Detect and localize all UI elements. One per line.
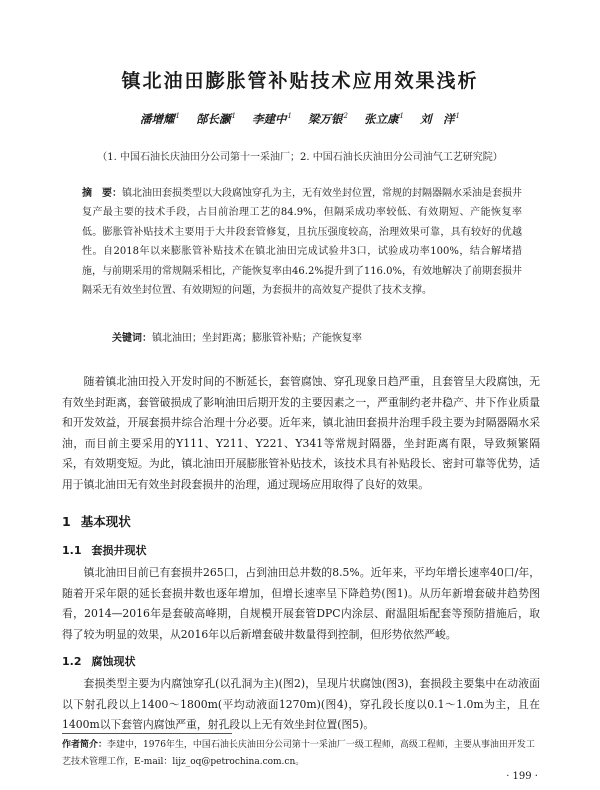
author-list (60, 111, 540, 127)
footnote-label: 作者简介： (62, 740, 108, 750)
section-1-2-paragraph: 套损类型主要为内腐蚀穿孔(以孔洞为主)(图2)，呈现片状腐蚀(图3)，套损段主要集中在动液面以下射孔段以上1400～1800m(平均动液面1270m)(图4)，穿孔段长度以0.1～1.0m为主，且在1400m以下套管内腐蚀严重，射孔段以上无有效坐封位置(图5)。 (62, 677, 540, 731)
page-number: · 199 · (506, 771, 538, 782)
author: 郜长灏$^1$ (196, 112, 236, 126)
author-footnote (62, 737, 540, 771)
footnote-text: 李建中，1976年生，中国石油长庆油田分公司第十一采油厂一级工程师，高级工程师，主要从事油田开发工艺技术管理工作，E-mail：lijz_oq@petrochina.com.cn。 (62, 740, 535, 767)
footnote-divider (62, 733, 232, 734)
section-1-1-paragraph: 镇北油田目前已有套损井265口，占到油田总井数的8.5%。近年来，平均年增长速率40口/年，随着开采年限的延长套损井数也逐年增加，但增长速率呈下降趋势(图1)。从历年新增套破井趋势图看，2014—2016年是套破高峰期，自规模开展套管DPC内涂层、耐温阻垢配套等预防措施后，取得了较为明显的效果，从2016年以后新增套破井数量得到控制，但形势依然严峻。 (62, 566, 540, 641)
author: 李建中$^1$ (252, 112, 292, 126)
keywords-label: 关键词： (112, 333, 152, 344)
author: 刘 洋$^1$ (419, 112, 460, 126)
abstract-text: 镇北油田套损类型以大段腐蚀穿孔为主，无有效坐封位置，常规的封隔器隔水采油是套损井复产最主要的技术手段，占目前治理工艺的84.9%，但隔采成功率较低、有效期短、产能恢复率低。膨胀管补贴技术主要用于大井段套管修复，且抗压强度较高，治理效果可靠，具有较好的优越性。自2018年以来膨胀管补贴技术在镇北油田完成试验井3口，试验成功率100%，结合解堵措施，与前期采用的常规隔采相比，产能恢复率由46.2%提升到了116.0%，有效地解决了前期套损井隔采无有效坐封位置、有效期短的问题，为套损井的高效复产提供了技术支撑。 (82, 188, 522, 297)
subsection-heading: 1.2 腐蚀现状 (62, 655, 136, 668)
author: 梁万银$^2$ (308, 112, 348, 126)
section-heading: 1 基本现状 (62, 514, 131, 529)
abstract-label: 摘 要： (82, 188, 122, 199)
paper-title: 镇北油田膨胀管补贴技术应用效果浅析 (121, 70, 479, 92)
intro-paragraph: 随着镇北油田投入开发时间的不断延长，套管腐蚀、穿孔现象日趋严重，且套管呈大段腐蚀，无有效坐封距离，套管破损成了影响油田后期开发的主要因素之一，严重制约老井稳产、井下作业质量和开发效益，开展套损井综合治理十分必要。近年来，镇北油田套损井治理手段主要为封隔器隔水采油，而目前主要采用的Y111、Y211、Y221、Y341等常规封隔器，坐封距离有限，导致频繁隔采，有效期变短。为此，镇北油田开展膨胀管补贴技术，该技术具有补贴段长、密封可靠等优势，适用于镇北油田无有效坐封段套损井的治理，通过现场应用取得了良好的效果。 (62, 375, 540, 491)
subsection-heading: 1.1 套损井现状 (62, 544, 147, 557)
keywords (112, 331, 522, 347)
abstract (82, 184, 522, 300)
author: 潘增耀$^1$ (140, 112, 181, 126)
author: 张立康$^1$ (363, 112, 404, 126)
affiliation: （1. 中国石油长庆油田分公司第十一采油厂；2. 中国石油长庆油田分公司油气工艺研究院） (97, 152, 503, 163)
keywords-text: 镇北油田；坐封距离；膨胀管补贴；产能恢复率 (152, 333, 362, 344)
